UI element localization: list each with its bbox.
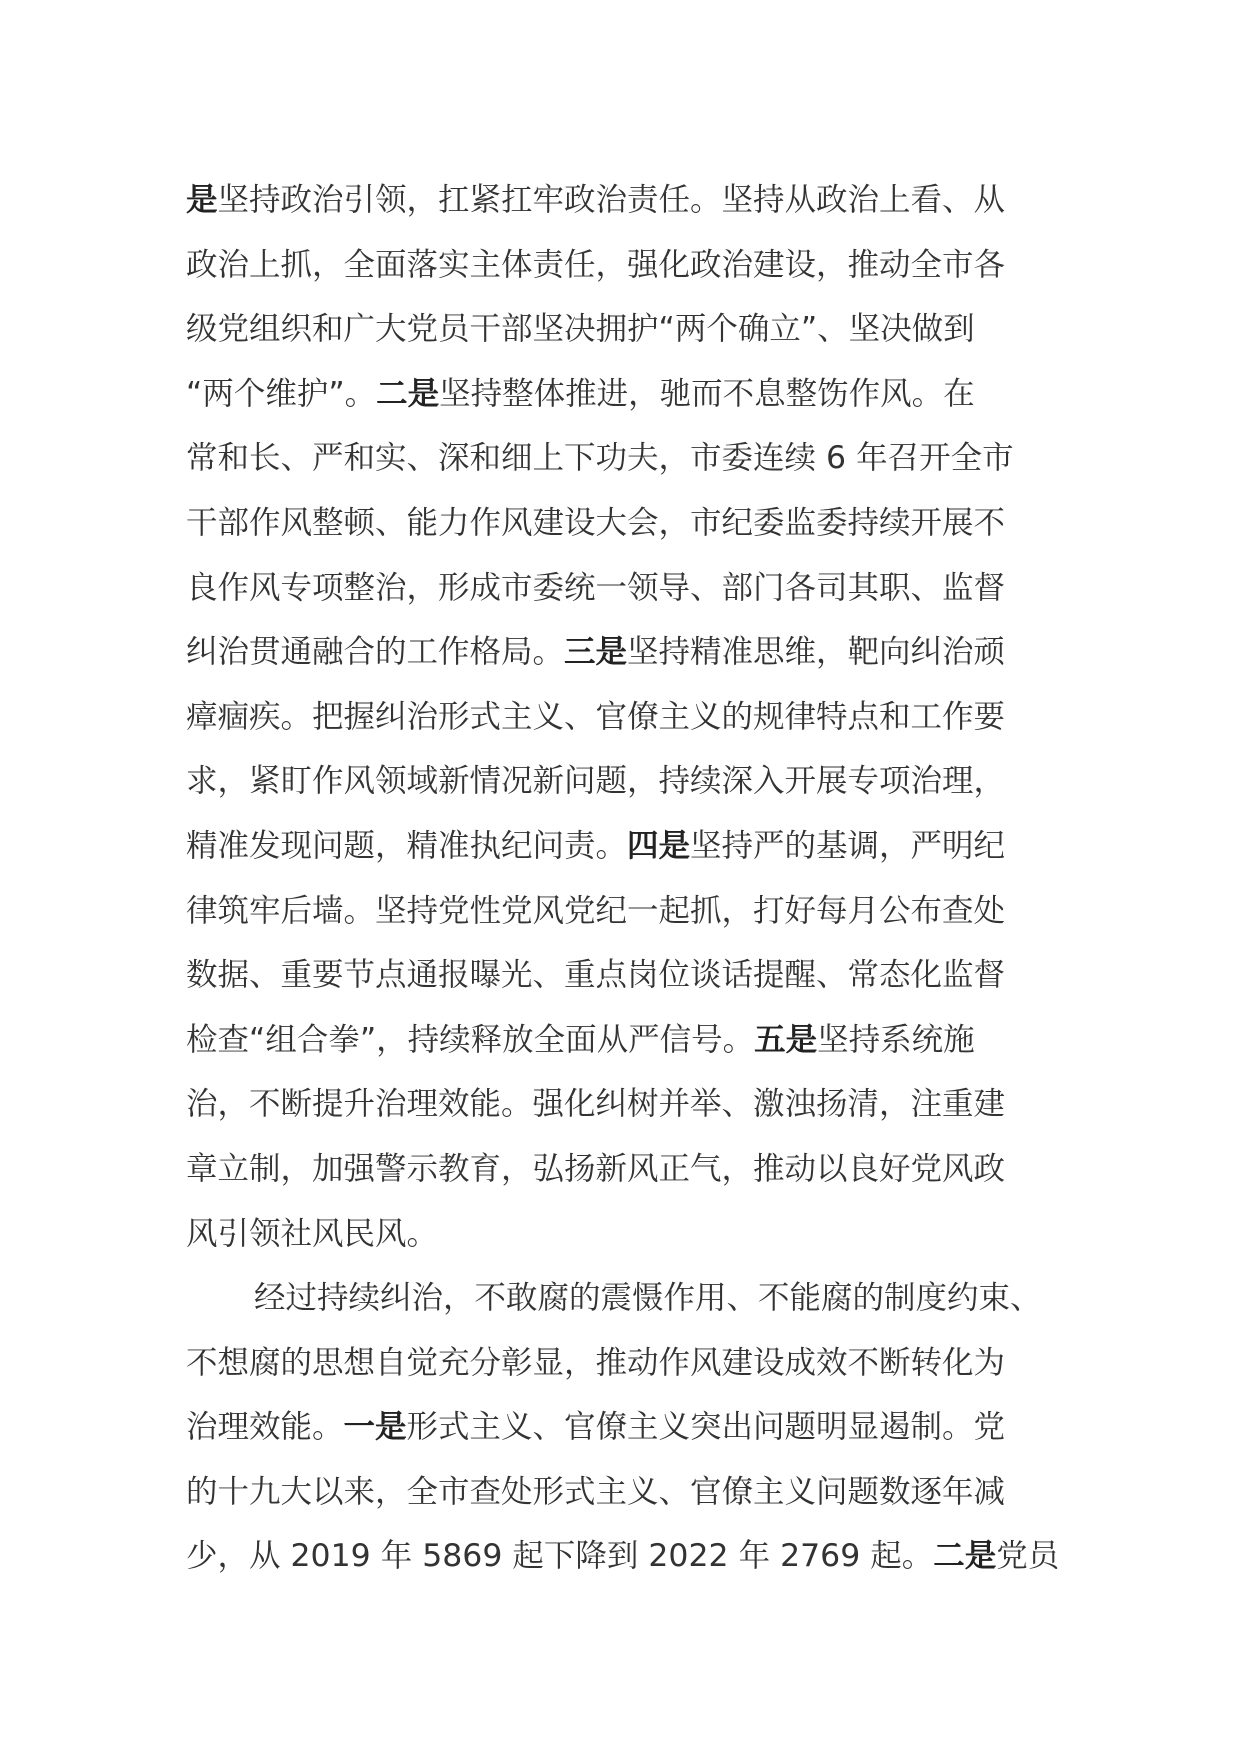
text-line [186,491,1066,556]
text-line [186,879,1066,944]
text-line [186,814,1066,879]
text-run: 政治上抓，全面落实主体责任，强化政治建设，推动全市各 [186,246,1006,283]
bold-ordinal: 二是 [933,1538,997,1575]
text-line [186,1072,1066,1137]
text-line [186,1524,1066,1589]
text-line [186,749,1066,814]
text-run: 干部作风整顿、能力作风建设大会，市纪委监委持续开展不 [186,504,1006,541]
text-line [186,943,1066,1008]
text-line [186,556,1066,621]
text-run: 坚持系统施 [817,1021,975,1058]
text-line [186,1331,1066,1396]
text-run: 章立制，加强警示教育，弘扬新风正气，推动以良好党风政 [186,1150,1006,1187]
text-run: “两个维护”。 [186,375,377,412]
text-run: 形式主义、官僚主义突出问题明显遏制。党 [406,1409,1006,1446]
text-run: 精准发现问题，精准执纪问责。 [186,827,628,864]
text-run: 数据、重要节点通报曝光、重点岗位谈话提醒、常态化监督 [186,957,1006,994]
bold-ordinal: 一是 [343,1409,407,1446]
text-run: 的十九大以来，全市查处形式主义、官僚主义问题数逐年减 [186,1473,1006,1510]
text-run: 常和长、严和实、深和细上下功夫，市委连续 6 年召开全市 [186,440,1014,477]
text-line [186,297,1066,362]
text-line [186,362,1066,427]
bold-ordinal: 五是 [754,1021,818,1058]
text-line [186,426,1066,491]
text-line [186,233,1066,298]
text-run: 坚持政治引领，扛紧扛牢政治责任。坚持从政治上看、从 [217,182,1006,218]
text-run: 级党组织和广大党员干部坚决拥护“两个确立”、坚决做到 [186,311,975,348]
text-run: 律筑牢后墙。坚持党性党风党纪一起抓，打好每月公布查处 [186,892,1006,929]
text-line [186,1008,1066,1073]
text-run: 求，紧盯作风领域新情况新问题，持续深入开展专项治理， [186,763,1006,800]
bold-ordinal: 三是 [564,634,628,671]
bold-ordinal: 是 [186,182,218,218]
text-line [186,1395,1066,1460]
text-run: 党员 [996,1538,1060,1575]
text-run: 不想腐的思想自觉充分彰显，推动作风建设成效不断转化为 [186,1344,1006,1381]
text-run: 检查“组合拳”，持续释放全面从严信号。 [186,1021,755,1058]
text-run: 治理效能。 [186,1409,344,1446]
text-line [186,1266,1066,1331]
text-run: 纠治贯通融合的工作格局。 [186,634,565,671]
text-run: 坚持严的基调，严明纪 [690,827,1006,864]
body-text [186,168,1066,1589]
text-line [186,168,1066,233]
text-run: 少，从 2019 年 5869 起下降到 2022 年 2769 起。 [186,1538,934,1575]
text-run: 坚持整体推进，驰而不息整饬作风。在 [439,375,975,412]
text-line [186,620,1066,685]
text-run: 风引领社风民风。 [186,1215,439,1252]
text-line [186,1202,1066,1267]
text-run: 坚持精准思维，靶向纠治顽 [627,634,1006,671]
text-run: 治，不断提升治理效能。强化纠树并举、激浊扬清，注重建 [186,1086,1006,1123]
bold-ordinal: 二是 [376,375,440,412]
text-line [186,1460,1066,1525]
bold-ordinal: 四是 [627,827,691,864]
text-line [186,685,1066,750]
text-run: 经过持续纠治，不敢腐的震慑作用、不能腐的制度约束、 [254,1280,1042,1317]
text-run: 瘴痼疾。把握纠治形式主义、官僚主义的规律特点和工作要 [186,698,1006,735]
text-run: 良作风专项整治，形成市委统一领导、部门各司其职、监督 [186,569,1006,606]
text-line [186,1137,1066,1202]
